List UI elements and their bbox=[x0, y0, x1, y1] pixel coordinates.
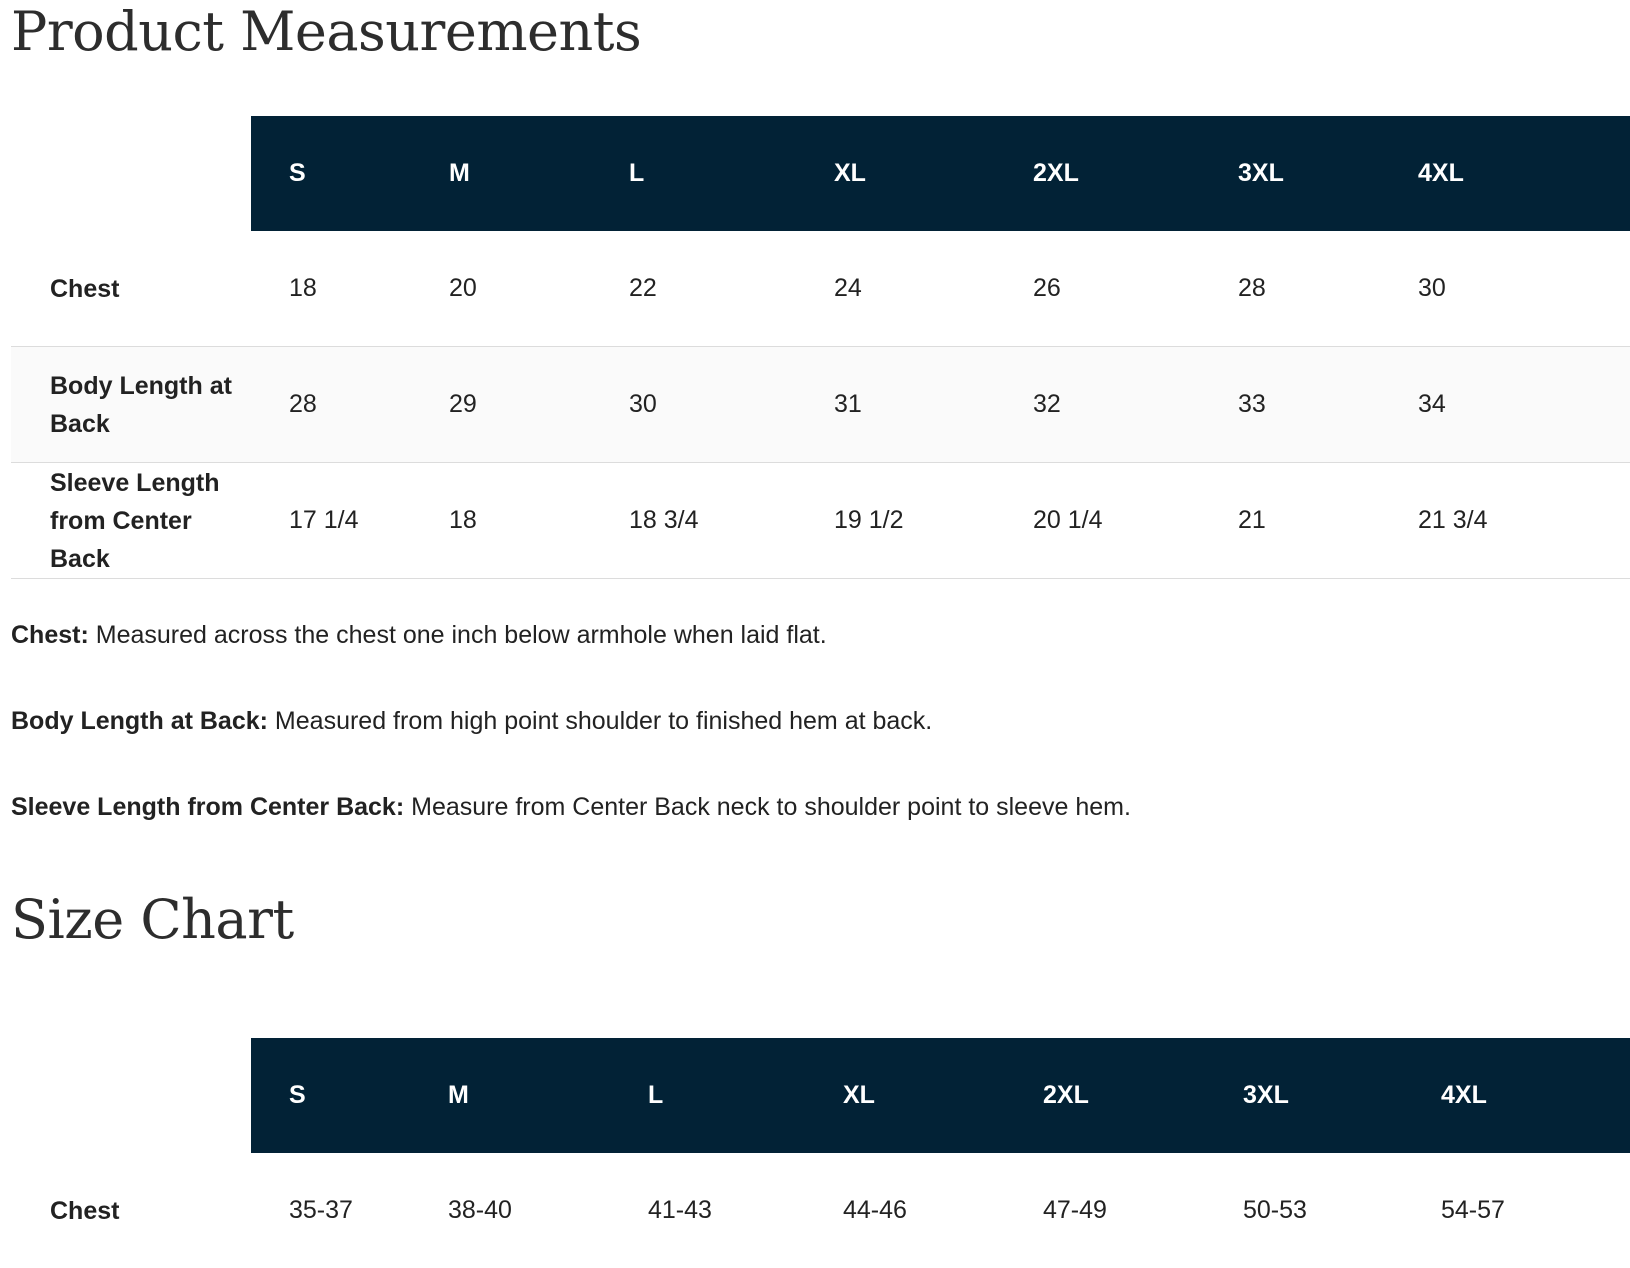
table-cell: 33 bbox=[1238, 347, 1418, 463]
header-corner bbox=[11, 116, 251, 231]
table-cell: 32 bbox=[1033, 347, 1238, 463]
size-header: M bbox=[449, 116, 629, 231]
table-header-row bbox=[11, 1038, 1630, 1153]
table-cell: 18 3/4 bbox=[629, 463, 834, 579]
size-chart-title: Size Chart bbox=[11, 888, 294, 951]
table-cell: 44-46 bbox=[843, 1196, 907, 1224]
size-chart-table bbox=[11, 1038, 1630, 1268]
size-header: XL bbox=[843, 1038, 1043, 1153]
note-text: Measured from high point shoulder to finished hem at back. bbox=[267, 707, 933, 735]
table-row bbox=[11, 463, 1630, 579]
table-cell: 30 bbox=[1418, 231, 1630, 347]
size-header: 4XL bbox=[1418, 116, 1630, 231]
size-header: 4XL bbox=[1441, 1038, 1630, 1153]
table-cell: 28 bbox=[1238, 231, 1418, 347]
table-row bbox=[11, 231, 1630, 347]
measurement-notes bbox=[11, 618, 1131, 876]
note-text: Measure from Center Back neck to shoulder point to sleeve hem. bbox=[404, 793, 1131, 821]
table-cell: 26 bbox=[1033, 231, 1238, 347]
table-cell: 28 bbox=[251, 347, 449, 463]
product-measurements-table bbox=[11, 116, 1630, 579]
table-cell: 41-43 bbox=[648, 1196, 712, 1224]
size-header: 3XL bbox=[1238, 116, 1418, 231]
size-header: S bbox=[251, 1038, 448, 1153]
table-cell: 31 bbox=[834, 347, 1033, 463]
note-body-length bbox=[11, 704, 1131, 790]
note-term: Body Length at Back: bbox=[11, 707, 268, 735]
table-cell: 18 bbox=[251, 231, 449, 347]
table-cell: 50-53 bbox=[1243, 1196, 1307, 1224]
table-cell: 34 bbox=[1418, 347, 1630, 463]
note-chest bbox=[11, 618, 1131, 704]
table-cell: 17 1/4 bbox=[251, 463, 449, 579]
note-sleeve-length bbox=[11, 790, 1131, 876]
table-cell: 35-37 bbox=[289, 1196, 353, 1224]
table-cell: 22 bbox=[629, 231, 834, 347]
size-header: XL bbox=[834, 116, 1033, 231]
size-header: S bbox=[251, 116, 449, 231]
table-cell: 21 bbox=[1238, 463, 1418, 579]
table-cell: 18 bbox=[449, 463, 629, 579]
size-header: M bbox=[448, 1038, 648, 1153]
table-header-row bbox=[11, 116, 1630, 231]
product-measurements-title: Product Measurements bbox=[11, 0, 642, 63]
table-cell: 30 bbox=[629, 347, 834, 463]
size-header: 2XL bbox=[1033, 116, 1238, 231]
header-corner bbox=[11, 1038, 251, 1153]
table-cell: 20 bbox=[449, 231, 629, 347]
table-cell: 19 1/2 bbox=[834, 463, 1033, 579]
table-cell: 20 1/4 bbox=[1033, 463, 1238, 579]
note-text: Measured across the chest one inch below armhole when laid flat. bbox=[88, 621, 827, 649]
table-cell: 29 bbox=[449, 347, 629, 463]
size-header: L bbox=[629, 116, 834, 231]
table-row bbox=[11, 347, 1630, 463]
row-label: Body Length at Back bbox=[11, 347, 251, 463]
table-cell: 24 bbox=[834, 231, 1033, 347]
table-cell: 54-57 bbox=[1441, 1196, 1505, 1224]
table-cell: 47-49 bbox=[1043, 1196, 1107, 1224]
size-header: 3XL bbox=[1243, 1038, 1441, 1153]
row-label: Chest bbox=[11, 231, 251, 347]
row-label: Sleeve Length from Center Back bbox=[11, 463, 251, 579]
table-cell: 38-40 bbox=[448, 1196, 512, 1224]
row-label: Chest bbox=[50, 1196, 120, 1225]
size-header: L bbox=[648, 1038, 843, 1153]
note-term: Sleeve Length from Center Back: bbox=[11, 793, 405, 821]
size-header: 2XL bbox=[1043, 1038, 1243, 1153]
table-row bbox=[11, 1153, 1630, 1268]
table-cell: 21 3/4 bbox=[1418, 463, 1630, 579]
note-term: Chest: bbox=[11, 621, 89, 649]
